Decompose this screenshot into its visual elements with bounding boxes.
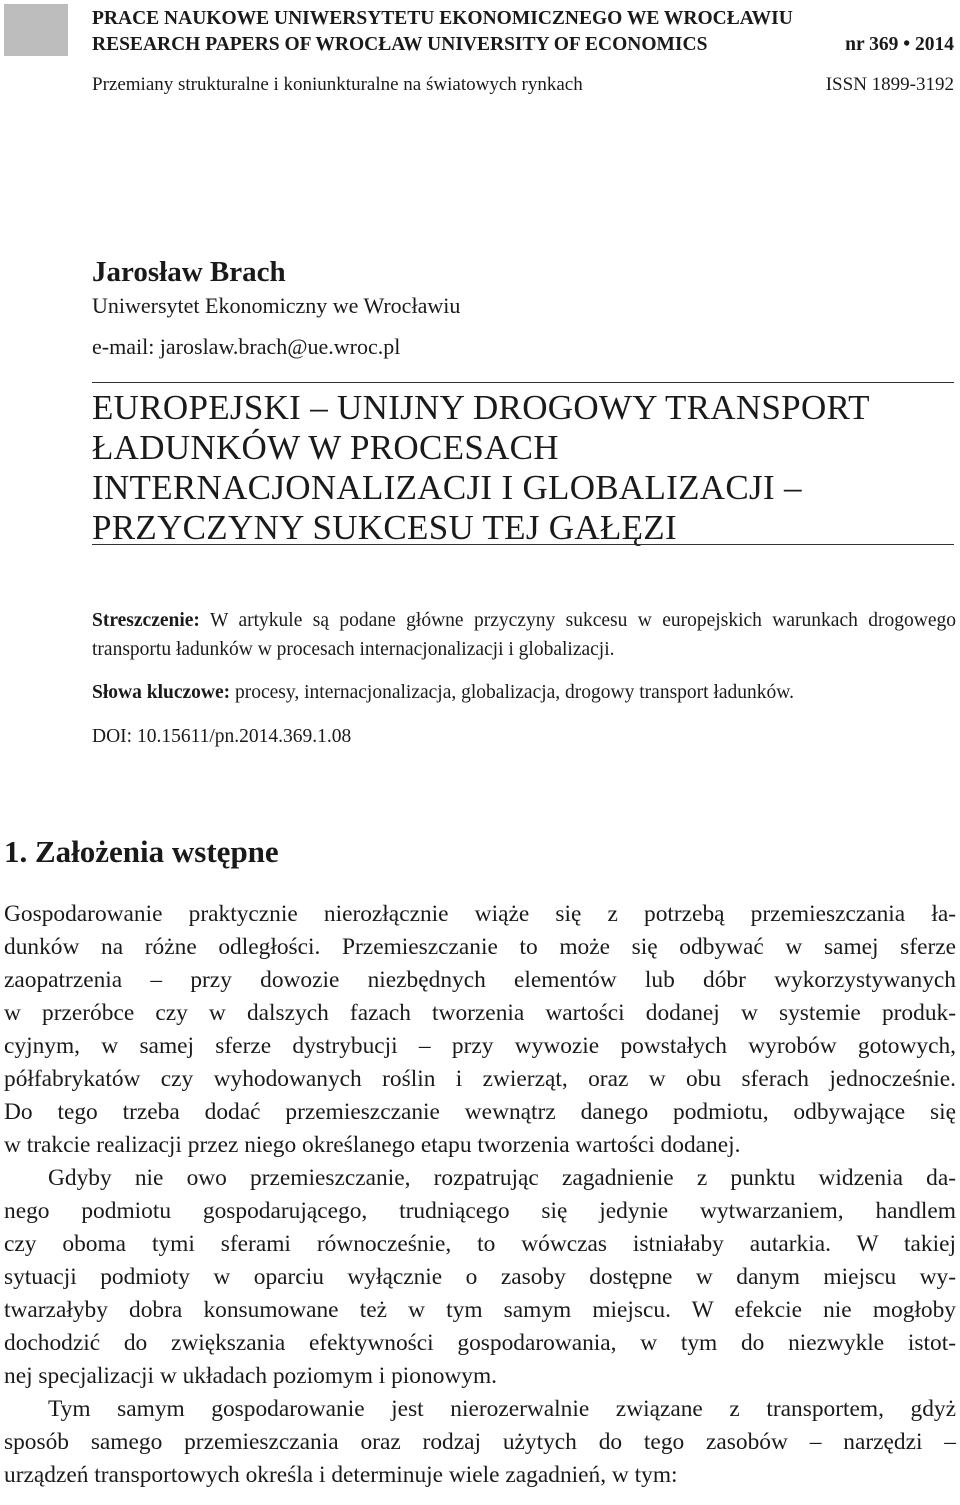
author-name: Jarosław Brach <box>92 256 286 288</box>
journal-name-english: RESEARCH PAPERS OF WROCŁAW UNIVERSITY OF ECONOMICS <box>92 34 708 55</box>
keywords <box>92 682 956 704</box>
series-title: Przemiany strukturalne i koniunkturalne na światowych rynkach <box>92 74 583 95</box>
body-line: w trakcie realizacji przez niego określanego etapu tworzenia wartości dodanej. <box>4 1132 741 1158</box>
body-line: dochodzić do zwiększania efektywności gospodarowania, w tym do niezwykle istot- <box>4 1330 956 1356</box>
body-line: urządzeń transportowych określa i determinuje wiele zagadnień, w tym: <box>4 1462 678 1488</box>
title-line: EUROPEJSKI – UNIJNY DROGOWY TRANSPORT <box>92 388 870 427</box>
body-line: zaopatrzenia – przy dowozie niezbędnych elementów lub dóbr wykorzystywanych <box>4 967 956 993</box>
issn: ISSN 1899-3192 <box>825 74 954 95</box>
series-row <box>92 74 954 96</box>
journal-logo-block <box>4 4 68 56</box>
body-line: nej specjalizacji w układach poziomym i pionowym. <box>4 1363 498 1389</box>
keywords-label: Słowa kluczowe: <box>92 682 231 703</box>
body-line: w przeróbce czy w dalszych fazach tworzenia wartości dodanej w systemie produk- <box>4 1000 956 1026</box>
abstract-text: W artykule są podane główne przyczyny sukcesu w europejskich warunkach drogowego transportu ładunków w procesach internacjonalizacji i globalizacji. <box>92 610 956 660</box>
title-rule-top <box>92 382 954 383</box>
body-line: nego podmiotu gospodarującego, trudniącego się jedynie wytwarzaniem, handlem <box>4 1198 956 1224</box>
author-email: e-mail: jaroslaw.brach@ue.wroc.pl <box>92 334 401 359</box>
body-line: Gdyby nie owo przemieszczanie, rozpatrując zagadnienie z punktu widzenia da- <box>48 1165 956 1191</box>
body-line: Do tego trzeba dodać przemieszczanie wewnątrz danego podmiotu, odbywające się <box>4 1099 956 1125</box>
body-line: sposób samego przemieszczania oraz rodzaj użytych do tego zasobów – narzędzi – <box>4 1429 956 1455</box>
issue-number: nr 369 • 2014 <box>845 34 954 55</box>
body-line: czy oboma tymi sferami równocześnie, to wówczas istniałaby autarkia. W takiej <box>4 1231 956 1257</box>
body-line: dunków na różne odległości. Przemieszczanie to może się odbywać w samej sferze <box>4 934 956 960</box>
journal-name-english-row <box>92 34 954 56</box>
body-line: cyjnym, w samej sferze dystrybucji – przy wywozie powstałych wyrobów gotowych, <box>4 1033 956 1059</box>
body-line: twarzałyby dobra konsumowane też w tym samym miejscu. W efekcie nie mogłoby <box>4 1297 956 1323</box>
body-line: Gospodarowanie praktycznie nierozłącznie wiąże się z potrzebą przemieszczania ła- <box>4 901 956 927</box>
section-heading: 1. Założenia wstępne <box>4 834 279 869</box>
title-rule-bottom <box>92 544 954 545</box>
title-line: PRZYCZYNY SUKCESU TEJ GAŁĘZI <box>92 508 677 547</box>
body-line: Tym samym gospodarowanie jest nierozerwalnie związane z transportem, gdyż <box>48 1396 956 1422</box>
author-affiliation: Uniwersytet Ekonomiczny we Wrocławiu <box>92 293 461 318</box>
paper-title <box>92 388 952 548</box>
title-line: ŁADUNKÓW W PROCESACH <box>92 428 559 467</box>
section-body <box>4 898 956 1492</box>
abstract-label: Streszczenie: <box>92 610 200 631</box>
doi: DOI: 10.15611/pn.2014.369.1.08 <box>92 726 352 747</box>
body-line: półfabrykatów czy wyhodowanych roślin i zwierząt, oraz w obu sferach jednocześnie. <box>4 1066 956 1092</box>
title-line: INTERNACJONALIZACJI I GLOBALIZACJI – <box>92 468 802 507</box>
body-line: sytuacji podmioty w oparciu wyłącznie o zasoby dostępne w danym miejscu wy- <box>4 1264 956 1290</box>
abstract <box>92 606 956 664</box>
journal-name-polish: PRACE NAUKOWE UNIWERSYTETU EKONOMICZNEGO WE WROCŁAWIU <box>92 8 793 29</box>
keywords-text: procesy, internacjonalizacja, globalizacja, drogowy transport ładunków. <box>235 682 794 703</box>
